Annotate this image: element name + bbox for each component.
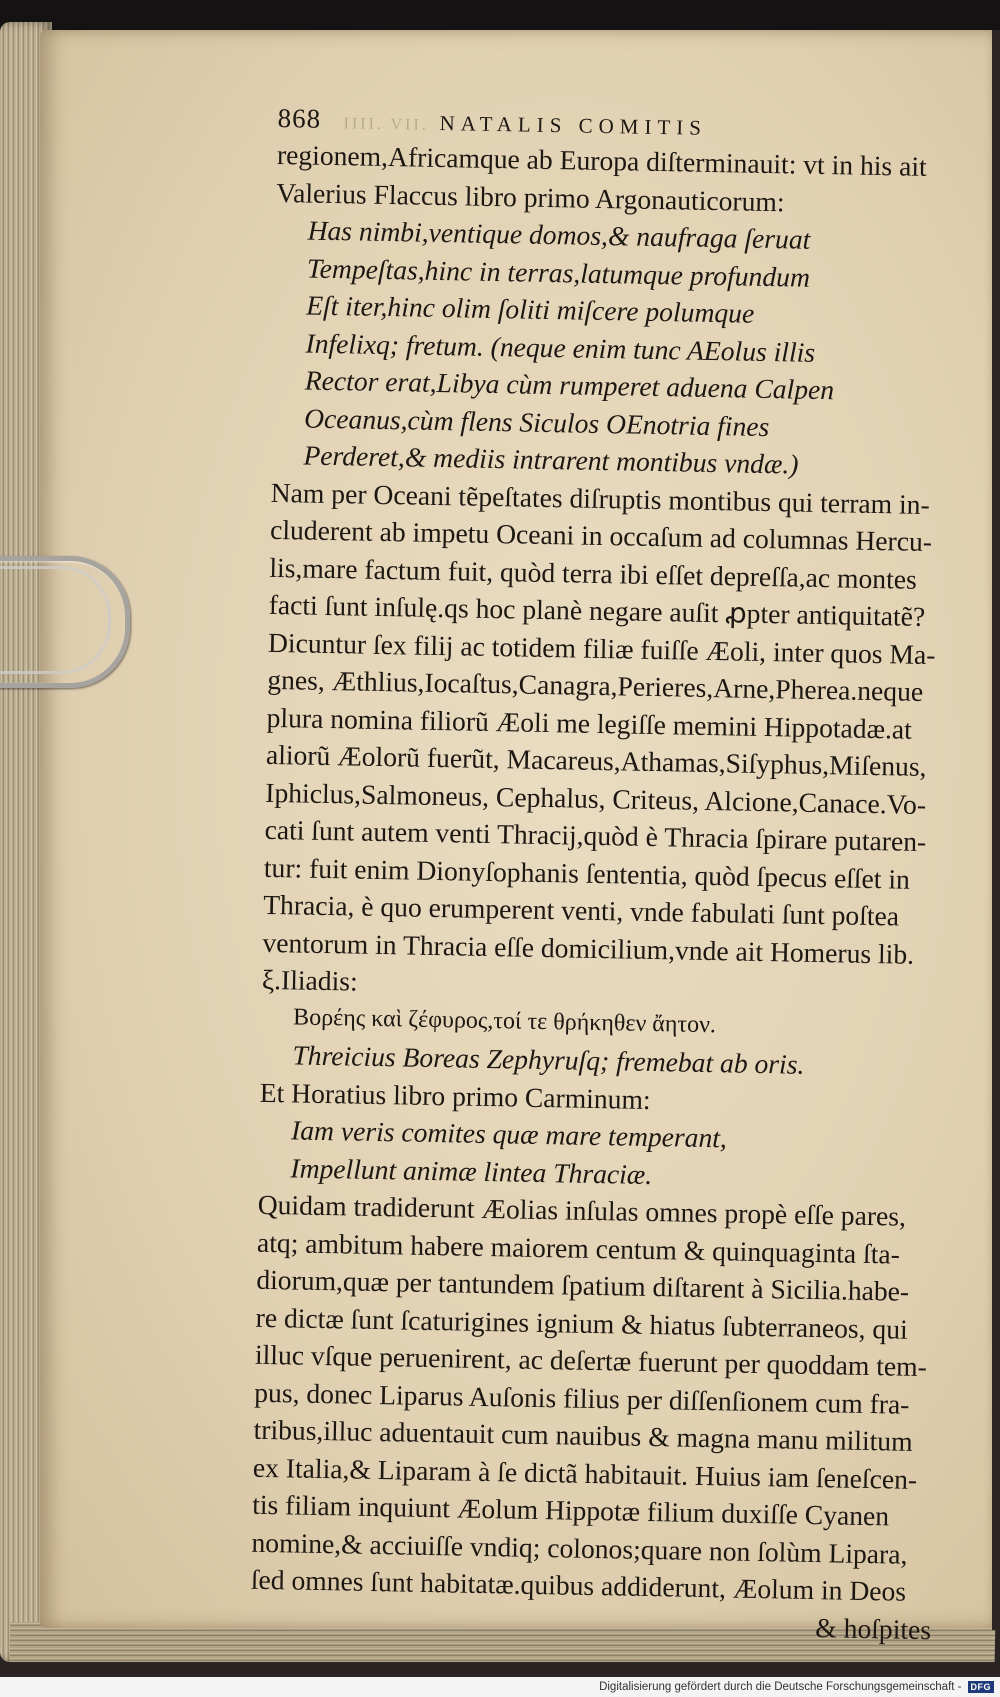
text-line: Dicuntur ſex filij ac totidem filiæ fuiſſe Æoli, inter quos Ma- (267, 626, 936, 670)
show-through-text: IIII. VII. (343, 115, 429, 134)
page-text-block (250, 100, 963, 1648)
text-line: ξ.Iliadis: (261, 963, 358, 997)
text-line: diorum,quæ per tantundem ſpatium diſtarent à Sicilia.habe- (256, 1263, 910, 1307)
text-line: cati ſunt autem venti Thracij,quòd è Thracia ſpirare putaren- (264, 813, 927, 858)
verse-line: Eſt iter,hinc olim ſoliti miſcere polumque (305, 289, 755, 329)
text-line: Quidam tradiderunt Æolias inſulas omnes propè eſſe pares, (257, 1188, 907, 1232)
body-text (251, 136, 963, 1611)
verse-line: Perderet,& mediis intrarent montibus vndæ.) (303, 439, 799, 480)
greek-line: Βορέης καὶ ζέφυρος,τοί τε θρήκηθεν ἄητον. (292, 1003, 717, 1038)
text-line: tribus,illuc aduentauit cum nauibus & magna manu militum (253, 1413, 913, 1457)
text-line: aliorũ Æolorũ fuerũt, Macareus,Athamas,Siſyphus,Miſenus, (265, 738, 927, 782)
text-line: facti ſunt inſulę.qs hoc planè negare auſit ꝓpter antiquitatẽ? (268, 588, 926, 632)
text-line: ſed omnes ſunt habitatæ.quibus addiderunt, Æolum in Deos (250, 1563, 907, 1607)
text-line: Valerius Flaccus libro primo Argonauticorum: (276, 176, 785, 217)
text-line: ventorum in Thracia eſſe domicilium,vnde ait Homerus lib. (262, 926, 915, 970)
text-line: ex Italia,& Liparam à ſe dictã habitauit. Huius iam ſeneſcen- (252, 1451, 918, 1495)
text-line: lis,mare factum fuit, quòd terra ibi eſſet depreſſa,ac montes (269, 551, 918, 595)
text-line: Nam per Oceani tẽpeſtates diſruptis montibus qui terram in- (270, 476, 931, 520)
funding-credit: Digitalisierung gefördert durch die Deutsche Forschungsgemeinschaft - (599, 1681, 962, 1693)
catchword: & hoſpites (815, 1611, 932, 1645)
verse-line: Has nimbi,ventique domos,& naufraga ſeruat (307, 214, 811, 255)
text-line: pus, donec Liparus Auſonis filius per diſſenſionem cum fra- (254, 1376, 910, 1420)
text-line: cluderent ab impetu Oceani in occaſum ad columnas Hercu- (269, 513, 933, 558)
verse-line: Oceanus,cùm flens Siculos OEnotria fines (303, 402, 770, 442)
text-line: nomine,& acciuiſſe vndiq; colonos;quare non ſolùm Lipara, (251, 1526, 908, 1570)
text-line: plura nomina filiorũ Æoli me legiſſe memini Hippotadæ.at (266, 701, 913, 745)
verse-line: Infelixq; fretum. (neque enim tunc AEolus illis (305, 327, 816, 368)
text-line: atq; ambitum habere maiorem centum & quinquaginta ſta- (256, 1226, 901, 1270)
text-line: tur: fuit enim Dionyſophanis ſententia, quòd ſpecus eſſet in (263, 851, 911, 895)
verse-line: Tempeſtas,hinc in terras,latumque profundum (306, 252, 811, 293)
text-line: illuc vſque peruenirent, ac deſertæ fuerunt per quoddam tem- (254, 1338, 928, 1383)
digitization-footer (0, 1677, 1000, 1697)
dfg-logo: DFG (968, 1681, 995, 1693)
running-head: NATALIS COMITIS (439, 110, 708, 140)
text-line: Et Horatius libro primo Carminum: (259, 1076, 651, 1115)
text-line: Iphiclus,Salmoneus, Cephalus, Criteus, Alcione,Canace.Vo- (265, 776, 927, 820)
verse-line: Impellunt animæ lintea Thraciæ. (290, 1151, 653, 1190)
paper-clip-inner-icon (0, 566, 111, 674)
page-right-edge (992, 30, 1000, 1630)
text-line: re dictæ ſunt ſcaturigines ignium & hiatus ſubterraneos, qui (255, 1301, 909, 1345)
text-line: tis filiam inquiunt Æolum Hippotæ filium duxiſſe Cyanen (251, 1488, 890, 1532)
page-number: 868 (277, 102, 322, 134)
verse-line: Iam veris comites quæ mare temperant, (290, 1114, 728, 1154)
text-line: Thracia, è quo erumperent venti, vnde fabulati ſunt poſtea (262, 888, 900, 932)
verse-line: Threicius Boreas Zephyruſq; fremebat ab oris. (292, 1039, 805, 1080)
verse-line: Rector erat,Libya cùm rumperet aduena Calpen (304, 364, 835, 406)
text-line: regionem,Africamque ab Europa diſterminauit: vt in his ait (276, 138, 927, 182)
text-line: gnes, Æthlius,Iocaſtus,Canagra,Perieres,Arne,Pherea.neque (267, 663, 924, 707)
